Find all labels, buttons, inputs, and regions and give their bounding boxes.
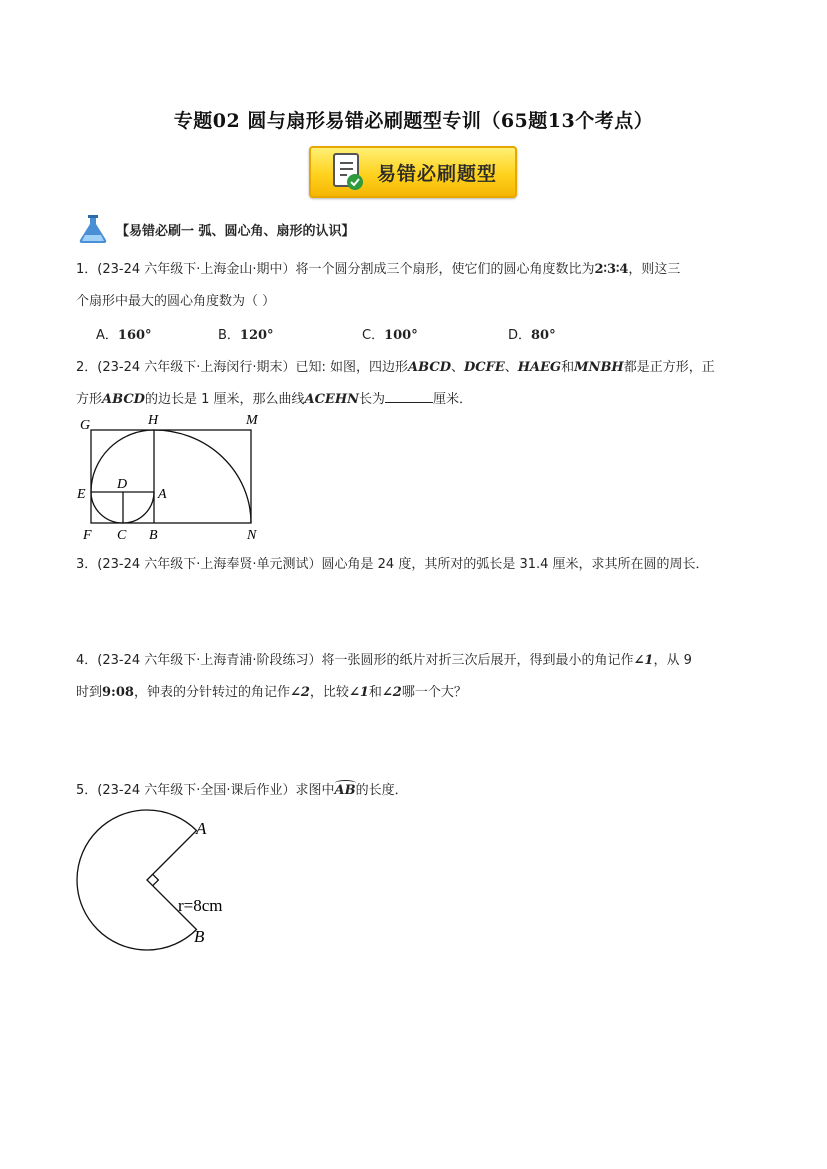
label-c: C — [117, 528, 127, 543]
label-m: M — [246, 413, 258, 428]
option-value: 100° — [384, 328, 418, 343]
q1-option-d[interactable] — [508, 324, 556, 343]
q4-text: ，从 9 — [653, 653, 692, 668]
q1-text: 1．(23-24 六年级下·上海金山·期中）将一个圆分割成三个扇形，使它们的圆心角度数比为 — [76, 262, 595, 277]
section-label: 【易错必刷一 弧、圆心角、扇形的认识】 — [116, 223, 355, 239]
angle-1: ∠1 — [633, 653, 654, 668]
option-value: 80° — [531, 328, 556, 343]
angle-2: ∠2 — [381, 685, 402, 700]
radius-label: r=8cm — [178, 896, 223, 915]
banner — [309, 146, 517, 198]
q2-text: 2．(23-24 六年级下·上海闵行·期末）已知: 如图，四边形 — [76, 360, 409, 375]
q2-sep: 、 — [504, 360, 518, 375]
q5-text: 5．(23-24 六年级下·全国·课后作业）求图中 — [76, 783, 335, 798]
q1-line1 — [76, 258, 680, 277]
checklist-icon — [331, 152, 365, 192]
label-n: N — [247, 528, 257, 543]
q1-option-b[interactable] — [218, 324, 274, 343]
banner-label: 易错必刷题型 — [377, 162, 498, 185]
option-letter: B． — [218, 328, 240, 343]
q2-figure — [72, 410, 272, 545]
q2-text: 长为 — [359, 392, 386, 407]
q5-line — [76, 779, 408, 798]
q2-text: 方形 — [76, 392, 103, 407]
q2-text: 和 — [561, 360, 575, 375]
q1-text-post: ，则这三 — [628, 262, 681, 277]
q5-text: 的长度． — [355, 783, 408, 798]
label-a: A — [158, 487, 167, 502]
q2-sep: 、 — [450, 360, 464, 375]
q2-line1 — [76, 356, 715, 375]
q1-option-a[interactable] — [96, 324, 152, 343]
section-heading — [76, 214, 355, 244]
label-g: G — [80, 418, 91, 433]
arc-ab: AB — [334, 783, 356, 798]
q3-text: 3．(23-24 六年级下·上海奉贤·单元测试）圆心角是 24 度，其所对的弧长是 31.4 厘米，求其所在圆的周长． — [76, 557, 709, 572]
label-b: B — [149, 528, 158, 543]
q5-figure — [70, 805, 250, 955]
q4-text: 哪一个大？ — [401, 685, 467, 700]
q4-time: 9:08 — [102, 685, 134, 700]
q4-text: 时到 — [76, 685, 103, 700]
q1-line2: 个扇形中最大的圆心角度数为（ ） — [76, 294, 276, 309]
label-e: E — [77, 487, 86, 502]
q1-option-c[interactable] — [362, 324, 418, 343]
q4-text: ，钟表的分针转过的角记作 — [133, 685, 290, 700]
q2-square-haeg: HAEG — [517, 360, 562, 375]
label-a: A — [196, 819, 207, 838]
label-b: B — [194, 927, 205, 946]
q2-square-abcd: ABCD — [408, 360, 451, 375]
label-f: F — [83, 528, 92, 543]
answer-blank[interactable] — [385, 390, 433, 403]
option-value: 160° — [117, 328, 152, 343]
q4-line2 — [76, 681, 467, 700]
q2-square-dcfe: DCFE — [463, 360, 505, 375]
page-title: 专题02 圆与扇形易错必刷题型专训（65题13个考点） — [173, 110, 654, 132]
label-h: H — [148, 413, 159, 428]
q4-text: 和 — [368, 685, 382, 700]
angle-2: ∠2 — [289, 685, 310, 700]
q4-text: 4．(23-24 六年级下·上海青浦·阶段练习）将一张圆形的纸片对折三次后展开，得到最小的角记作 — [76, 653, 634, 668]
q2-text: 都是正方形，正 — [623, 360, 715, 375]
q1-ratio: 2∶3∶4 — [594, 262, 629, 277]
option-letter: A． — [96, 328, 118, 343]
option-letter: C． — [362, 328, 385, 343]
q2-line2 — [76, 388, 472, 407]
flask-icon — [76, 214, 110, 244]
angle-1: ∠1 — [348, 685, 369, 700]
q2-text: 厘米． — [433, 392, 473, 407]
q2-text: 的边长是 1 厘米，那么曲线 — [144, 392, 305, 407]
label-d: D — [117, 477, 128, 492]
q4-line1 — [76, 649, 692, 668]
option-value: 120° — [239, 328, 274, 343]
q2-square-mnbh: MNBH — [574, 360, 624, 375]
q4-text: ，比较 — [309, 685, 349, 700]
q2-square-abcd: ABCD — [102, 392, 145, 407]
option-letter: D． — [508, 328, 532, 343]
q2-curve-acehn: ACEHN — [304, 392, 360, 407]
